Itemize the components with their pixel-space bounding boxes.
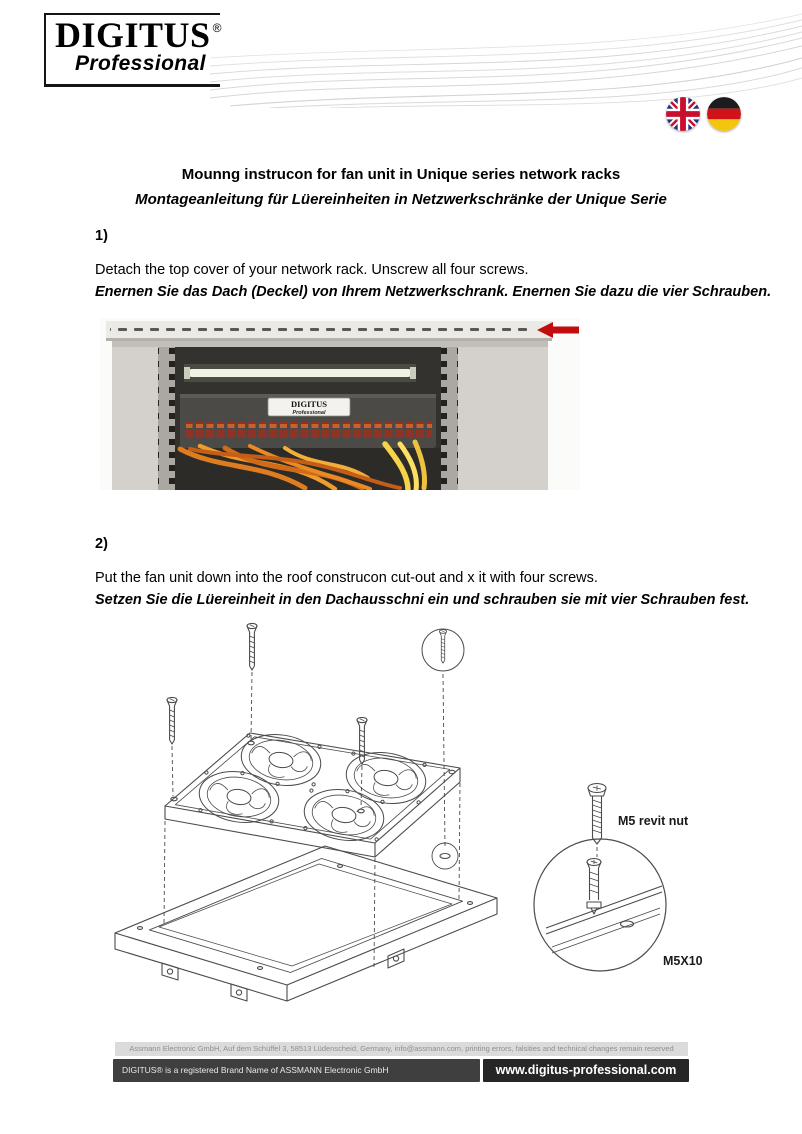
- light-tube: [184, 364, 416, 382]
- m5-screw: [588, 784, 606, 845]
- fan-unit-diagram: [100, 616, 715, 1018]
- decorative-wave-lines: [210, 6, 802, 108]
- logo-subtitle: Professional: [75, 51, 206, 75]
- photo-panel-sub: Professional: [292, 410, 326, 416]
- step-1-text-de: Enernen Sie das Dach (Deckel) von Ihrem Netzwerkschrank. Enernen Sie dazu die vier Schrauben.: [95, 284, 772, 300]
- diagram-label-m5-revit-nut: M5 revit nut: [618, 814, 689, 828]
- patch-panel: [180, 394, 436, 448]
- footer-address: Assmann Electronic GmbH, Auf dem Schüffel 3, 58513 Lüdenscheid, Germany, info@assmann.com, printing errors, falsities and technical changes remain reserved: [115, 1042, 688, 1056]
- footer-brand-note: DIGITUS® is a registered Brand Name of ASSMANN Electronic GmbH: [113, 1059, 480, 1082]
- document-title-de: Montageanleitung für Lüereinheiten in Netzwerkschränke der Unique Serie: [135, 191, 667, 208]
- document-title-en: Mounng instrucon for fan unit in Unique series network racks: [181, 166, 621, 183]
- rivet-nut-detail-circle: [534, 839, 666, 971]
- digitus-logo: [44, 13, 220, 87]
- step-1-number: 1): [95, 228, 108, 244]
- fan-tray: [165, 733, 460, 857]
- registered-trademark-symbol: ®: [212, 21, 222, 35]
- mounting-screws: [167, 623, 367, 764]
- screw-detail-circle: [422, 629, 464, 671]
- photo-panel-brand: DIGITUS: [291, 399, 327, 409]
- rack-top-cover: [106, 321, 552, 341]
- uk-flag-icon: [666, 97, 700, 131]
- rack-photo: [100, 318, 580, 490]
- logo-wordmark: [55, 17, 220, 54]
- diagram-label-m5x10: M5X10: [663, 954, 703, 968]
- cables: [175, 442, 441, 490]
- step-2-number: 2): [95, 536, 108, 552]
- step-2-text-en: Put the fan unit down into the roof construcon cut-out and x it with four screws.: [95, 570, 598, 586]
- logo-text: DIGITUS: [55, 15, 211, 55]
- roof-frame: [115, 843, 497, 1001]
- footer-website-link[interactable]: www.digitus-professional.com: [483, 1059, 689, 1082]
- language-flags: [666, 97, 741, 131]
- step-1-text-en: Detach the top cover of your network rack. Unscrew all four screws.: [95, 262, 529, 278]
- step-2-text-de: Setzen Sie die Lüereinheit in den Dachausschni ein und schrauben sie mit vier Schrauben fest.: [95, 592, 750, 608]
- germany-flag-icon: [707, 97, 741, 131]
